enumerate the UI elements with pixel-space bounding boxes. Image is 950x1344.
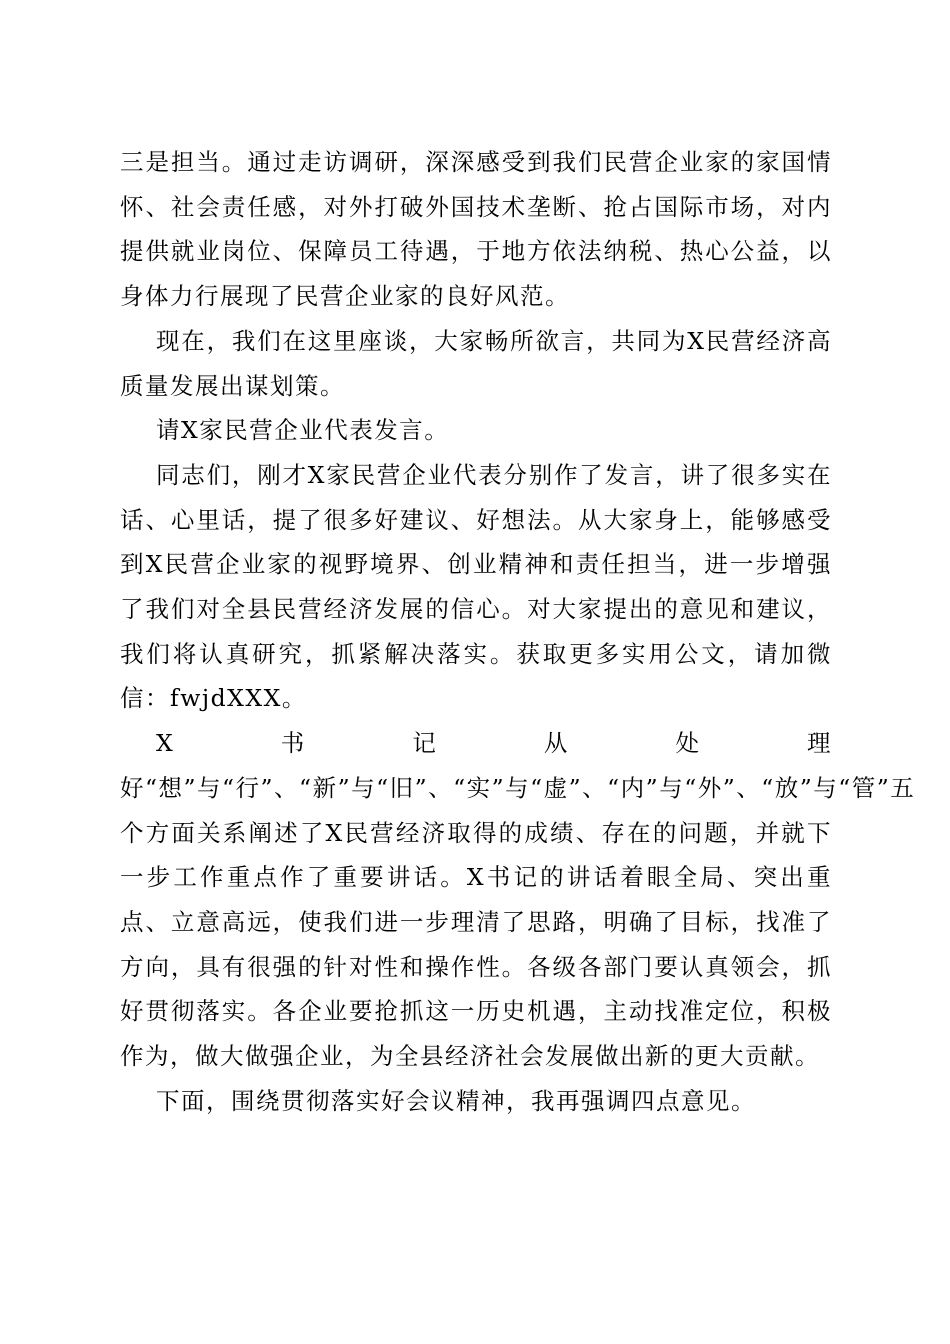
- paragraph-discussion-intro: 现在，我们在这里座谈，大家畅所欲言，共同为X民营经济高质量发展出谋划策。: [120, 326, 832, 400]
- document-body: [120, 140, 916, 1123]
- paragraph-invite-speakers: 请X家民营企业代表发言。: [156, 416, 450, 445]
- paragraph-responsibility: 三是担当。通过走访调研，深深感受到我们民营企业家的家国情怀、社会责任感，对外打破外国技术垄断、抢占国际市场，对内提供就业岗位、保障员工待遇，于地方依法纳税、热心公益，以身体力行展现了民营企业家的良好风范。: [120, 148, 832, 311]
- paragraph-four-points: 下面，围绕贯彻落实好会议精神，我再强调四点意见。: [156, 1086, 756, 1115]
- paragraph-comrades-summary: 同志们，刚才X家民营企业代表分别作了发言，讲了很多实在话、心里话，提了很多好建议、好想法。从大家身上，能够感受到X民营企业家的视野境界、创业精神和责任担当，进一步增强了我们对全县民营经济发展的信心。对大家提出的意见和建议，我们将认真研究，抓紧解决落实。获取更多实用公文，请加微信：fwjdXXX。: [120, 460, 832, 713]
- paragraph-secretary-speech: X书记从处理好“想”与“行”、“新”与“旧”、“实”与“虚”、“内”与“外”、“放”与“管”五个方面关系阐述了X民营经济取得的成绩、存在的问题，并就下一步工作重点作了重要讲话。X书记的讲话着眼全局、突出重点、立意高远，使我们进一步理清了思路，明确了目标，找准了方向，具有很强的针对性和操作性。各级各部门要认真领会，抓好贯彻落实。各企业要抢抓这一历史机遇，主动找准定位，积极作为，做大做强企业，为全县经济社会发展做出新的更大贡献。: [120, 729, 916, 1071]
